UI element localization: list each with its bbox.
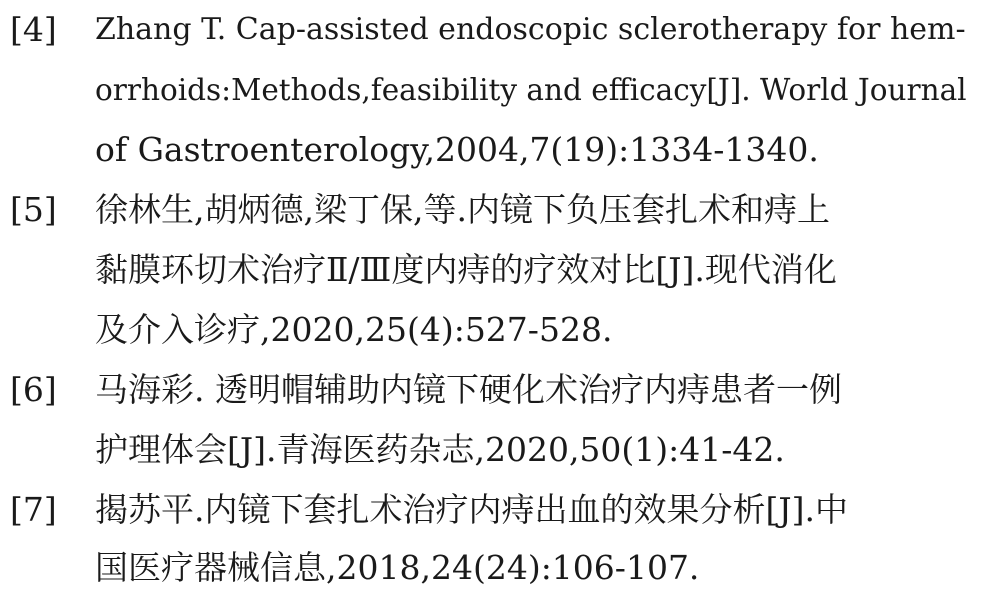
reference-text-line: 及介入诊疗,2020,25(4):527-528.: [95, 310, 613, 349]
reference-number: [4]: [10, 10, 57, 49]
reference-number: [7]: [10, 490, 57, 529]
reference-number: [6]: [10, 370, 57, 409]
reference-text-line: 护理体会[J].青海医药杂志,2020,50(1):41-42.: [95, 430, 785, 469]
reference-text-line: orrhoids:Methods,feasibility and efficacy[J]. World Journal: [95, 73, 967, 107]
reference-text-line: of Gastroenterology,2004,7(19):1334-1340.: [95, 130, 819, 169]
reference-number: [5]: [10, 190, 57, 229]
reference-text-line: Zhang T. Cap-assisted endoscopic sclerotherapy for hem-: [95, 12, 966, 47]
reference-text-line: 黏膜环切术治疗Ⅱ/Ⅲ度内痔的疗效对比[J].现代消化: [95, 250, 837, 289]
reference-text-line: 徐林生,胡炳德,梁丁保,等.内镜下负压套扎术和痔上: [95, 190, 830, 229]
reference-text-line: 马海彩. 透明帽辅助内镜下硬化术治疗内痔患者一例: [95, 370, 842, 409]
reference-text-line: 国医疗器械信息,2018,24(24):106-107.: [95, 548, 700, 587]
reference-text-line: 揭苏平.内镜下套扎术治疗内痔出血的效果分析[J].中: [95, 490, 848, 529]
